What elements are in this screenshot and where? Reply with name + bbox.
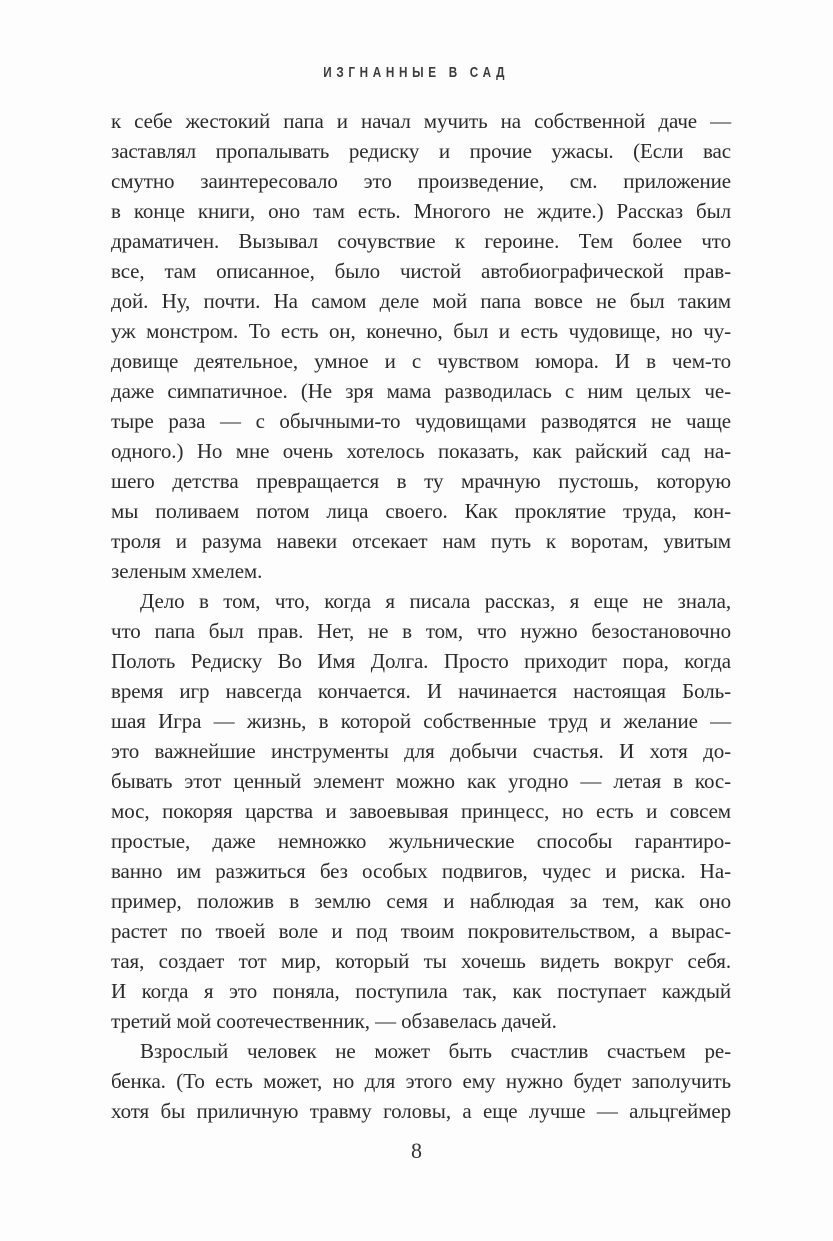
- text-line: в конце книги, оно там есть. Многого не ждите.) Рассказ был: [111, 199, 731, 223]
- text-line: троля и разума навеки отсекает нам путь к воротам, увитым: [111, 529, 731, 553]
- text-line: пример, положив в землю семя и наблюдая за тем, как оно: [111, 889, 731, 913]
- text-line: тая, создает тот мир, который ты хочешь видеть вокруг себя.: [111, 949, 731, 973]
- paragraph: [111, 1036, 731, 1126]
- text-line: хотя бы приличную травму головы, а еще лучше — альцгеймер: [111, 1099, 731, 1123]
- text-line: к себе жестокий папа и начал мучить на собственной даче —: [111, 109, 731, 133]
- text-line: время игр навсегда кончается. И начинается настоящая Боль-: [111, 679, 731, 703]
- text-line: шая Игра — жизнь, в которой собственные труд и желание —: [111, 709, 731, 733]
- text-line: растет по твоей воле и под твоим покровительством, а вырас-: [111, 919, 731, 943]
- text-line: шего детства превращается в ту мрачную пустошь, которую: [111, 469, 731, 493]
- text-line: драматичен. Вызывал сочувствие к героине. Тем более что: [111, 229, 731, 253]
- text-line: Полоть Редиску Во Имя Долга. Просто приходит пора, когда: [111, 649, 731, 673]
- page-body-text: [111, 106, 731, 1126]
- running-header: [0, 64, 833, 81]
- text-line: это важнейшие инструменты для добычи счастья. И хотя до-: [111, 739, 731, 763]
- text-line: дой. Ну, почти. На самом деле мой папа вовсе не был таким: [111, 289, 731, 313]
- text-line: Дело в том, что, когда я писала рассказ, я еще не знала,: [140, 589, 731, 613]
- text-line: что папа был прав. Нет, не в том, что нужно безостановочно: [111, 619, 731, 643]
- text-line: Взрослый человек не может быть счастлив счастьем ре-: [140, 1039, 731, 1063]
- text-line: простые, даже немножко жульнические способы гарантиро-: [111, 829, 731, 853]
- text-line: ванно им разжиться без особых подвигов, чудес и риска. На-: [111, 859, 731, 883]
- text-line: одного.) Но мне очень хотелось показать, как райский сад на-: [111, 439, 731, 463]
- text-line: довище деятельное, умное и с чувством юмора. И в чем-то: [111, 349, 731, 373]
- text-line: мос, покоряя царства и завоевывая принцесс, но есть и совсем: [111, 799, 731, 823]
- text-line: смутно заинтересовало это произведение, см. приложение: [111, 169, 731, 193]
- text-line: бенка. (То есть может, но для этого ему нужно будет заполучить: [111, 1069, 731, 1093]
- paragraph: [111, 106, 731, 586]
- text-line: даже симпатичное. (Не зря мама разводилась с ним целых че-: [111, 379, 731, 403]
- paragraph: [111, 586, 731, 1036]
- text-line: все, там описанное, было чистой автобиографической прав-: [111, 259, 731, 283]
- page-number: 8: [411, 1138, 422, 1163]
- text-line: третий мой соотечественник, — обзавелась дачей.: [111, 1009, 557, 1033]
- text-line: мы поливаем потом лица своего. Как проклятие труда, кон-: [111, 499, 731, 523]
- text-line: уж монстром. То есть он, конечно, был и есть чудовище, но чу-: [111, 319, 731, 343]
- text-line: зеленым хмелем.: [111, 559, 263, 583]
- text-line: заставлял пропалывать редиску и прочие ужасы. (Если вас: [111, 139, 731, 163]
- text-line: тыре раза — с обычными-то чудовищами разводятся не чаще: [111, 409, 731, 433]
- text-line: И когда я это поняла, поступила так, как поступает каждый: [111, 979, 731, 1003]
- text-line: бывать этот ценный элемент можно как угодно — летая в кос-: [111, 769, 731, 793]
- running-header-title: ИЗГНАННЫЕ В САД: [323, 64, 510, 81]
